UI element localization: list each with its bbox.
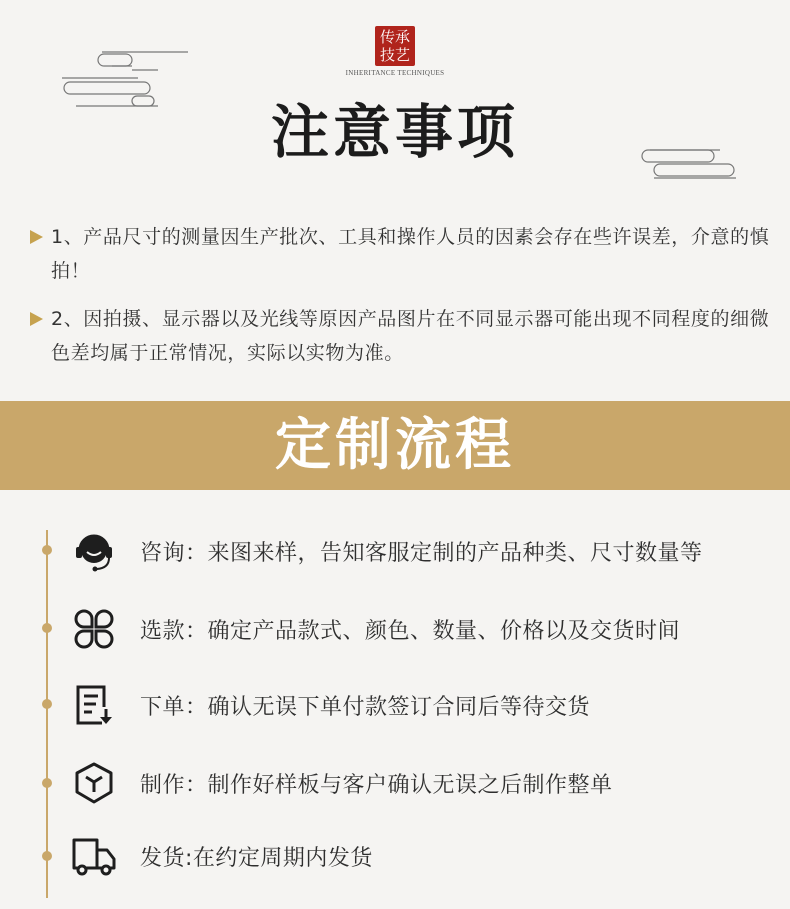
notice-list bbox=[30, 220, 770, 384]
truck-icon bbox=[70, 832, 118, 880]
timeline-dot bbox=[42, 545, 52, 555]
notice-item-text: 2、因拍摄、显示器以及光线等原因产品图片在不同显示器可能出现不同程度的细微色差均属于正常情况，实际以实物为准。 bbox=[51, 308, 770, 364]
triangle-arrow-icon bbox=[30, 230, 43, 244]
triangle-arrow-icon bbox=[30, 312, 43, 326]
timeline-dot bbox=[42, 623, 52, 633]
step-text: 选款：确定产品款式、颜色、数量、价格以及交货时间 bbox=[140, 618, 681, 644]
timeline-dot bbox=[42, 699, 52, 709]
seal-row-2: 技艺 bbox=[379, 46, 410, 64]
step-text: 咨询：来图来样，告知客服定制的产品种类、尺寸数量等 bbox=[140, 540, 703, 566]
process-title: 定制流程 bbox=[275, 413, 515, 478]
step-text: 发货:在约定周期内发货 bbox=[140, 845, 373, 871]
process-step-produce bbox=[70, 758, 613, 808]
timeline-dot bbox=[42, 851, 52, 861]
step-text: 制作：制作好样板与客户确认无误之后制作整单 bbox=[140, 772, 613, 798]
process-step-order bbox=[70, 680, 590, 730]
headset-icon bbox=[70, 527, 118, 575]
seal-subtitle: INHERITANCE TECHNIQUES bbox=[345, 69, 445, 77]
seal-row-1: 传承 bbox=[379, 28, 410, 46]
brand-seal bbox=[375, 26, 415, 66]
order-form-icon bbox=[70, 681, 118, 729]
timeline-line bbox=[46, 530, 48, 898]
notice-item bbox=[30, 302, 770, 370]
timeline-dot bbox=[42, 778, 52, 788]
grid-icon bbox=[70, 605, 118, 653]
process-step-select bbox=[70, 604, 680, 654]
cube-icon bbox=[70, 759, 118, 807]
notice-item-text: 1、产品尺寸的测量因生产批次、工具和操作人员的因素会存在些许误差，介意的慎拍！ bbox=[51, 226, 770, 282]
process-step-consult bbox=[70, 526, 703, 576]
notice-item bbox=[30, 220, 770, 288]
notice-title: 注意事项 bbox=[270, 98, 519, 166]
process-step-ship bbox=[70, 831, 373, 881]
process-banner bbox=[0, 401, 790, 490]
step-text: 下单：确认无误下单付款签订合同后等待交货 bbox=[140, 694, 591, 720]
